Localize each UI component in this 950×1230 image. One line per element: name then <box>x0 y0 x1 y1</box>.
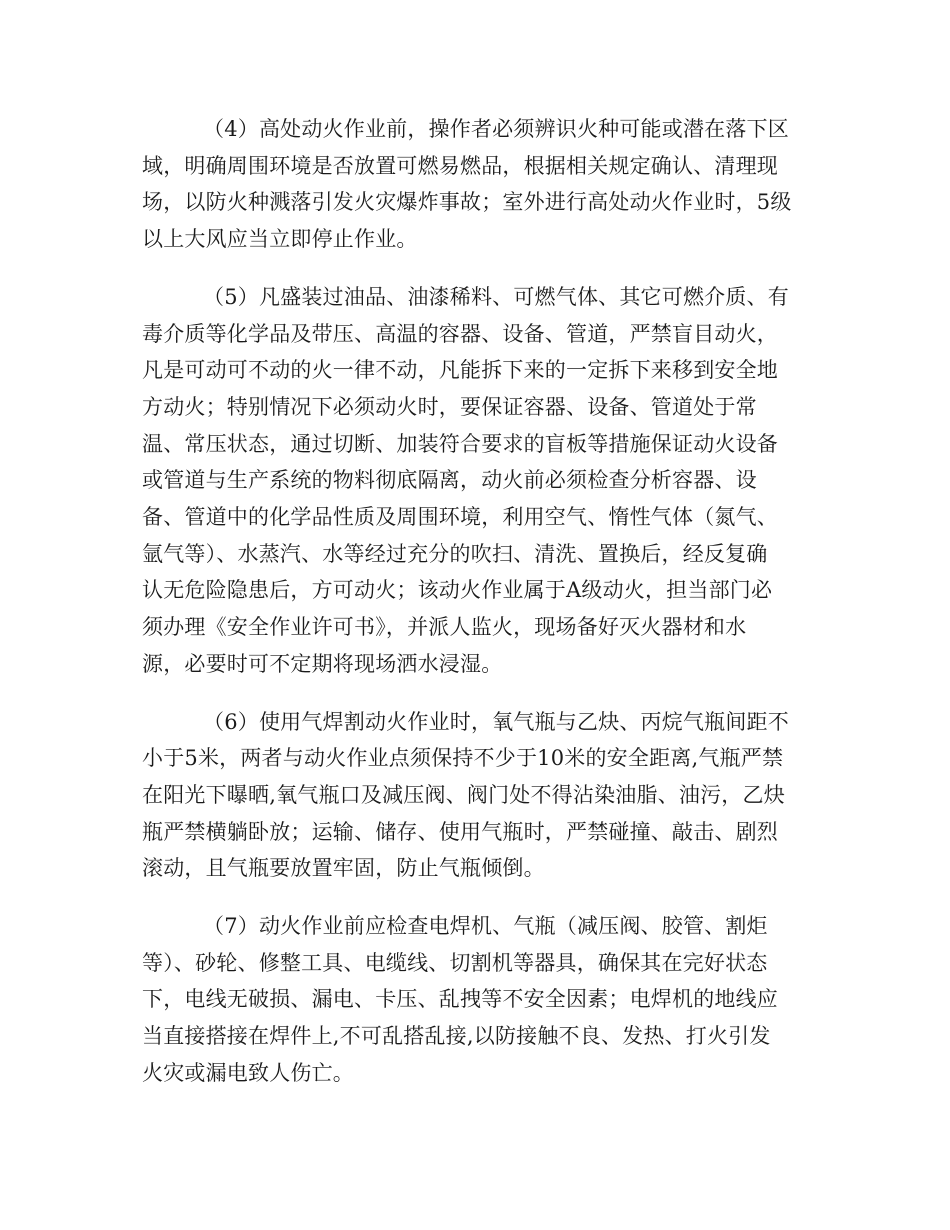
text-line: 毒介质等化学品及带压、高温的容器、设备、管道，严禁盲目动火， <box>142 321 778 346</box>
text-line: 场，以防火种溅落引发火灾爆炸事故；室外进行高处动火作业时，5级 <box>142 190 792 215</box>
text-line: 备、管道中的化学品性质及周围环境，利用空气、惰性气体（氮气、 <box>142 505 778 530</box>
paragraph-5 <box>142 279 807 683</box>
text-line: （5）凡盛装过油品、油漆稀料、可燃气体、其它可燃介质、有 <box>203 284 789 309</box>
text-line: 氩气等）、水蒸汽、水等经过充分的吹扫、清洗、置换后，经反复确 <box>142 541 768 566</box>
text-line: 须办理《安全作业许可书》，并派人监火，现场备好灭火器材和水 <box>142 615 747 640</box>
text-line: （6）使用气焊割动火作业时，氧气瓶与乙炔、丙烷气瓶间距不 <box>203 709 789 734</box>
text-line: 火灾或漏电致人伤亡。 <box>142 1060 354 1085</box>
text-line: 以上大风应当立即停止作业。 <box>142 227 418 252</box>
text-line: （4）高处动火作业前，操作者必须辨识火种可能或潜在落下区 <box>203 117 789 141</box>
text-line: 或管道与生产系统的物料彻底隔离，动火前必须检查分析容器、设 <box>142 468 757 493</box>
text-line: 源，必要时可不定期将现场洒水浸湿。 <box>142 651 503 676</box>
paragraph-6 <box>142 704 807 888</box>
text-line: 域，明确周围环境是否放置可燃易燃品，根据相关规定确认、清理现 <box>142 153 778 178</box>
text-line: 小于5米，两者与动火作业点须保持不少于10米的安全距离,气瓶严禁 <box>142 746 784 771</box>
text-line: 滚动，且气瓶要放置牢固，防止气瓶倾倒。 <box>142 856 545 881</box>
paragraph-7 <box>142 908 807 1092</box>
text-line: 温、常压状态，通过切断、加装符合要求的盲板等措施保证动火设备 <box>142 431 778 456</box>
text-line: 凡是可动可不动的火一律不动，凡能拆下来的一定拆下来移到安全地 <box>142 358 778 383</box>
text-line: 等）、砂轮、修整工具、电缆线、切割机等器具，确保其在完好状态 <box>142 950 768 975</box>
document-body <box>142 111 807 1113</box>
paragraph-4 <box>142 111 807 258</box>
text-line: （7）动火作业前应检查电焊机、气瓶（减压阀、胶管、割炬 <box>203 914 768 939</box>
text-line: 认无危险隐患后，方可动火；该动火作业属于A级动火，担当部门必 <box>142 578 773 603</box>
text-line: 在阳光下曝晒,氧气瓶口及减压阀、阀门处不得沾染油脂、油污，乙炔 <box>142 782 785 807</box>
text-line: 方动火；特别情况下必须动火时，要保证容器、设备、管道处于常 <box>142 394 757 419</box>
text-line: 下，电线无破损、漏电、卡压、乱拽等不安全因素；电焊机的地线应 <box>142 987 778 1012</box>
text-line: 当直接搭接在焊件上,不可乱搭乱接,以防接触不良、发热、打火引发 <box>142 1024 771 1049</box>
text-line: 瓶严禁横躺卧放；运输、储存、使用气瓶时，严禁碰撞、敲击、剧烈 <box>142 819 778 844</box>
